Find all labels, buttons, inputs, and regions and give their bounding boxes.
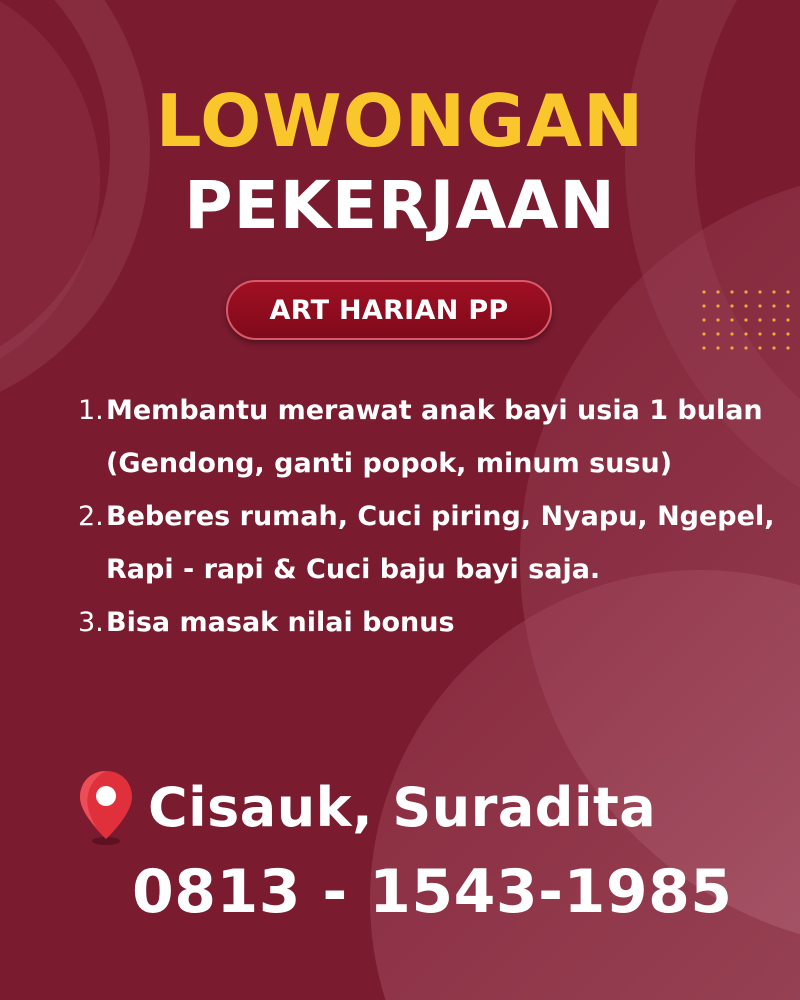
requirement-number: 1. — [78, 395, 104, 426]
title-pekerjaan: PEKERJAAN — [184, 167, 616, 244]
dot-pattern — [700, 288, 800, 368]
phone-number: 0813 - 1543-1985 — [132, 857, 733, 927]
requirement-item — [78, 384, 778, 490]
requirement-text: Beberes rumah, Cuci piring, Nyapu, Ngepel, Rapi - rapi & Cuci baju bayi saja. — [106, 501, 775, 585]
position-badge-label: ART HARIAN PP — [269, 294, 509, 326]
requirement-item — [78, 490, 778, 596]
requirement-number: 3. — [78, 607, 104, 638]
requirement-number: 2. — [78, 501, 104, 532]
requirements-list — [78, 384, 778, 649]
position-badge — [226, 280, 552, 340]
requirement-item — [78, 596, 778, 649]
title-lowongan: LOWONGAN — [155, 79, 645, 163]
requirement-text: Membantu merawat anak bayi usia 1 bulan (Gendong, ganti popok, minum susu) — [106, 395, 763, 479]
map-pin-icon — [76, 767, 136, 847]
location-text: Cisauk, Suradita — [148, 775, 657, 839]
location-line — [76, 762, 656, 852]
requirement-text: Bisa masak nilai bonus — [106, 607, 455, 638]
